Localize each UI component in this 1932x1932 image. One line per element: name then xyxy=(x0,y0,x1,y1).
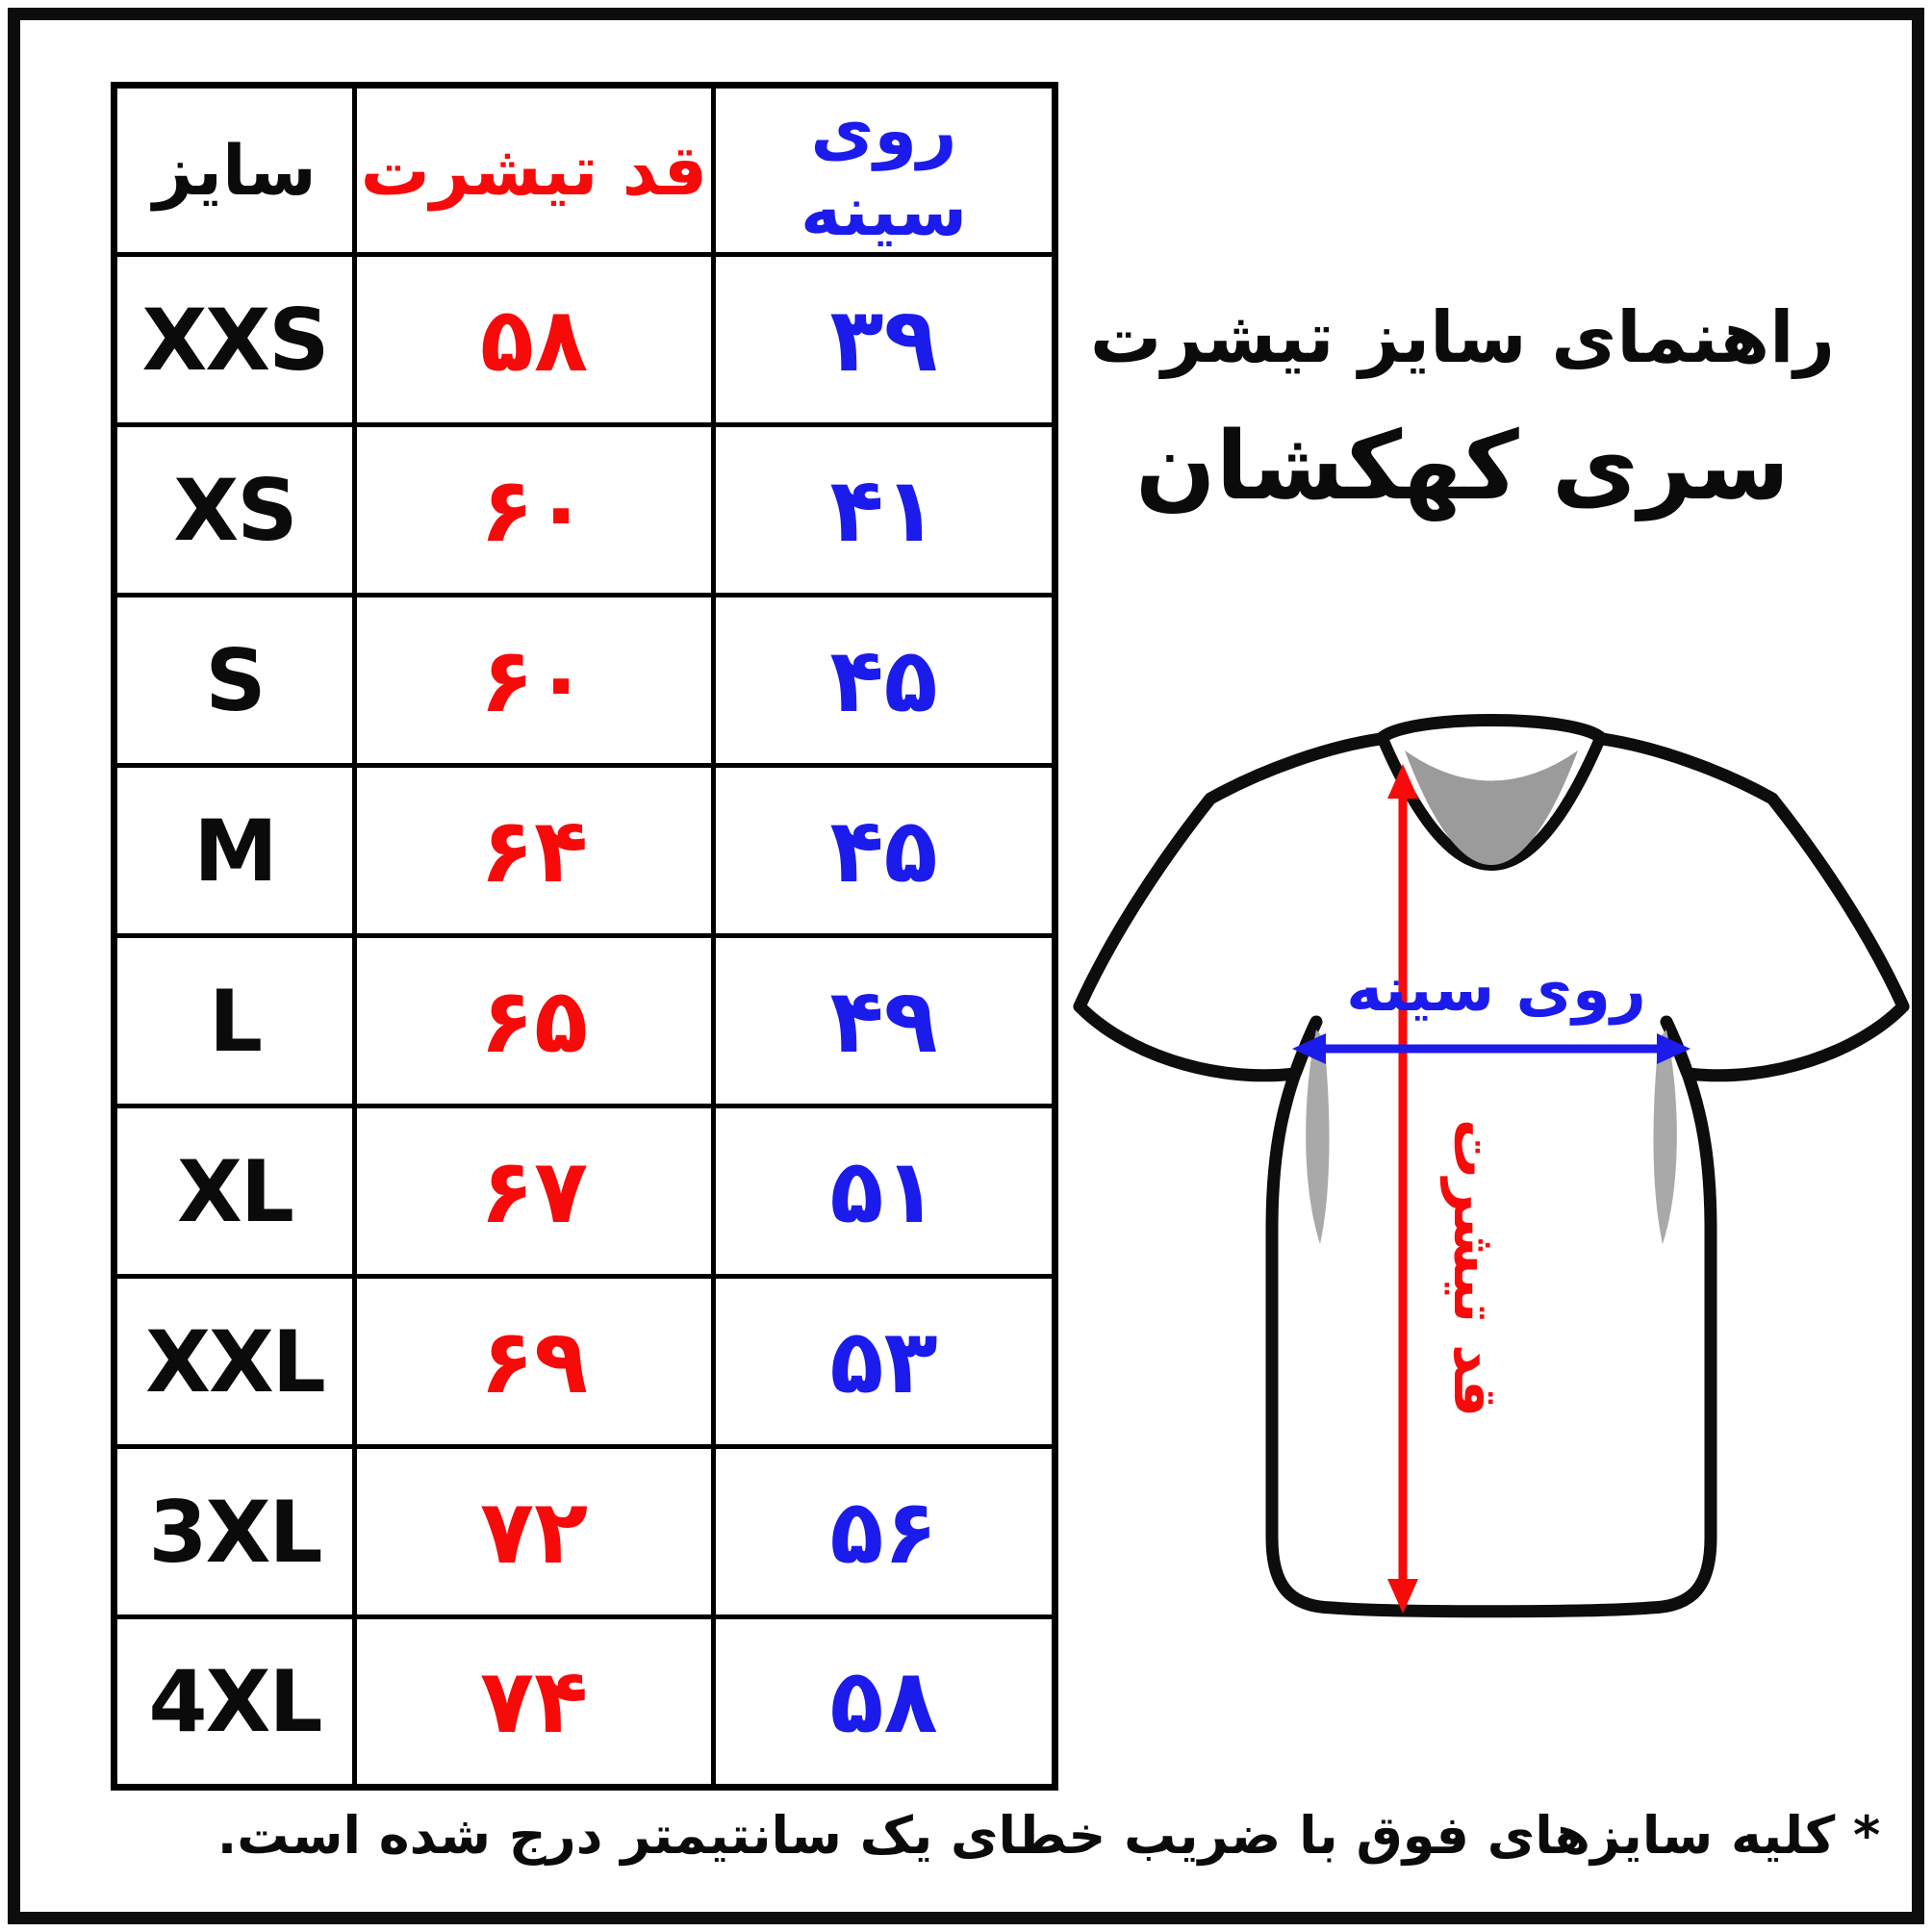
chest-value: ۴۵ xyxy=(714,766,1055,936)
table-header-row xyxy=(114,86,1055,255)
header-size: سایز xyxy=(114,86,355,255)
length-value: ۶۹ xyxy=(355,1277,714,1447)
footnote: * کلیه سایزهای فوق با ضریب خطای یک سانتیمتر درج شده است. xyxy=(216,1805,1881,1866)
table-row xyxy=(114,255,1055,425)
size-label: 3XL xyxy=(114,1447,355,1617)
length-value: ۷۴ xyxy=(355,1617,714,1788)
size-label: L xyxy=(114,936,355,1106)
series-title: سری کهکشان xyxy=(1134,412,1791,521)
size-label: XXS xyxy=(114,255,355,425)
table-row xyxy=(114,1277,1055,1447)
header-length: قد تیشرت xyxy=(355,86,714,255)
chest-value: ۵۳ xyxy=(714,1277,1055,1447)
size-label: 4XL xyxy=(114,1617,355,1788)
size-label: S xyxy=(114,596,355,766)
table-row xyxy=(114,596,1055,766)
chest-arrow-label: روی سینه xyxy=(1346,954,1646,1026)
chest-value: ۵۱ xyxy=(714,1106,1055,1277)
guide-title-block xyxy=(1078,281,1847,539)
table-row xyxy=(114,1617,1055,1788)
table-row xyxy=(114,936,1055,1106)
chest-value: ۴۱ xyxy=(714,425,1055,596)
length-value: ۶۵ xyxy=(355,936,714,1106)
size-label: M xyxy=(114,766,355,936)
tshirt-diagram xyxy=(1058,691,1924,1720)
table-row xyxy=(114,1447,1055,1617)
length-value: ۶۷ xyxy=(355,1106,714,1277)
chest-value: ۴۹ xyxy=(714,936,1055,1106)
chest-value: ۵۸ xyxy=(714,1617,1055,1788)
table-row xyxy=(114,766,1055,936)
table-row xyxy=(114,1106,1055,1277)
page-title: راهنمای سایز تیشرت xyxy=(1089,296,1836,379)
table-row xyxy=(114,425,1055,596)
length-value: ۶۴ xyxy=(355,766,714,936)
size-label: XL xyxy=(114,1106,355,1277)
size-table xyxy=(111,82,1058,1791)
length-value: ۷۲ xyxy=(355,1447,714,1617)
chest-value: ۵۶ xyxy=(714,1447,1055,1617)
size-label: XXL xyxy=(114,1277,355,1447)
length-value: ۵۸ xyxy=(355,255,714,425)
length-value: ۶۰ xyxy=(355,425,714,596)
size-label: XS xyxy=(114,425,355,596)
chest-value: ۴۵ xyxy=(714,596,1055,766)
chest-value: ۳۹ xyxy=(714,255,1055,425)
length-arrow-label: قد تیشرت xyxy=(1440,1118,1511,1418)
length-value: ۶۰ xyxy=(355,596,714,766)
header-chest: روی سینه xyxy=(714,86,1055,255)
